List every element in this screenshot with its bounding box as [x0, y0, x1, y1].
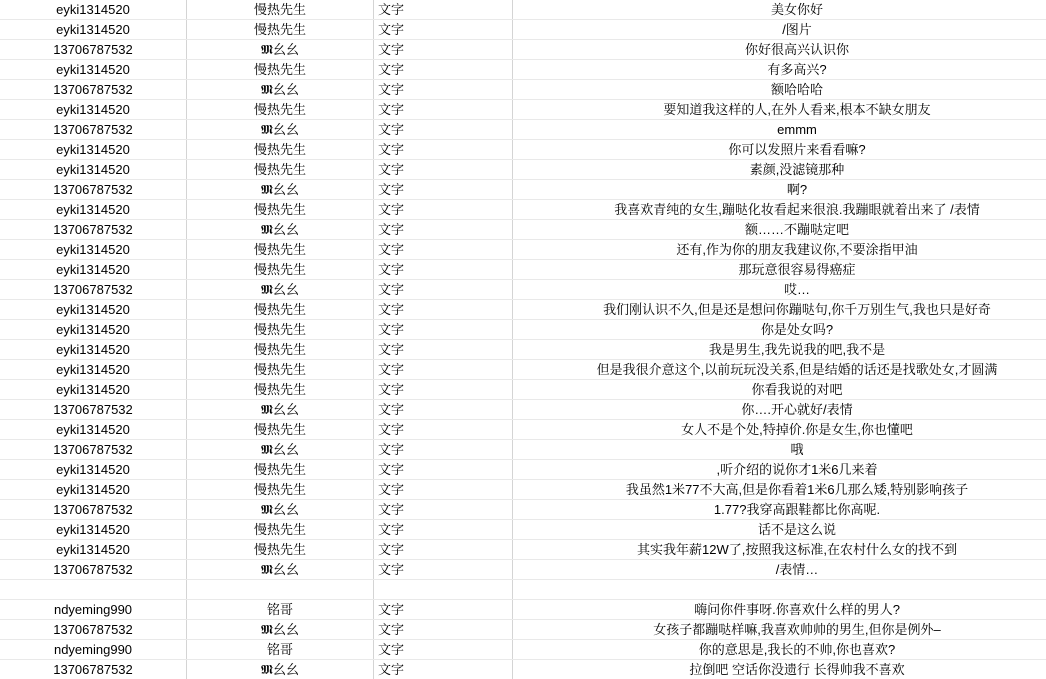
cell-message-type[interactable]: 文字: [374, 40, 513, 60]
cell-account[interactable]: eyki1314520: [0, 200, 187, 220]
cell-content[interactable]: 你看我说的对吧: [513, 380, 1046, 400]
cell-message-type[interactable]: 文字: [374, 560, 513, 580]
table-row[interactable]: [0, 600, 1046, 620]
cell-account[interactable]: 13706787532: [0, 440, 187, 460]
table-row[interactable]: [0, 200, 1046, 220]
cell-nickname[interactable]: 𝕸幺幺: [187, 80, 374, 100]
cell-nickname[interactable]: 慢热先生: [187, 240, 374, 260]
cell-nickname[interactable]: 铭哥: [187, 640, 374, 660]
table-row[interactable]: [0, 500, 1046, 520]
cell-message-type[interactable]: 文字: [374, 640, 513, 660]
cell-nickname[interactable]: 慢热先生: [187, 60, 374, 80]
cell-content[interactable]: 素颜,没滤镜那种: [513, 160, 1046, 180]
cell-content[interactable]: 啊?: [513, 180, 1046, 200]
cell-message-type[interactable]: 文字: [374, 380, 513, 400]
cell-nickname[interactable]: 慢热先生: [187, 480, 374, 500]
cell-nickname[interactable]: 慢热先生: [187, 140, 374, 160]
cell-message-type[interactable]: 文字: [374, 360, 513, 380]
cell-content[interactable]: 我们刚认识不久,但是还是想问你蹦哒句,你千万别生气,我也只是好奇: [513, 300, 1046, 320]
cell-message-type[interactable]: 文字: [374, 240, 513, 260]
cell-nickname[interactable]: 𝕸幺幺: [187, 40, 374, 60]
cell-content[interactable]: [513, 580, 1046, 600]
cell-message-type[interactable]: 文字: [374, 420, 513, 440]
cell-message-type[interactable]: 文字: [374, 480, 513, 500]
table-row[interactable]: [0, 280, 1046, 300]
cell-message-type[interactable]: 文字: [374, 300, 513, 320]
cell-content[interactable]: 1.77?我穿高跟鞋都比你高呢.: [513, 500, 1046, 520]
cell-account[interactable]: eyki1314520: [0, 340, 187, 360]
table-row[interactable]: [0, 20, 1046, 40]
cell-account[interactable]: eyki1314520: [0, 60, 187, 80]
table-row[interactable]: [0, 40, 1046, 60]
table-row[interactable]: [0, 300, 1046, 320]
cell-account[interactable]: 13706787532: [0, 620, 187, 640]
cell-nickname[interactable]: 𝕸幺幺: [187, 400, 374, 420]
cell-account[interactable]: 13706787532: [0, 120, 187, 140]
cell-message-type[interactable]: 文字: [374, 520, 513, 540]
table-row[interactable]: [0, 140, 1046, 160]
cell-nickname[interactable]: 慢热先生: [187, 360, 374, 380]
table-row[interactable]: [0, 80, 1046, 100]
table-row[interactable]: [0, 440, 1046, 460]
cell-message-type[interactable]: 文字: [374, 620, 513, 640]
cell-nickname[interactable]: 𝕸幺幺: [187, 120, 374, 140]
cell-content[interactable]: /图片: [513, 20, 1046, 40]
cell-content[interactable]: 话不是这么说: [513, 520, 1046, 540]
cell-message-type[interactable]: 文字: [374, 600, 513, 620]
cell-nickname[interactable]: 慢热先生: [187, 540, 374, 560]
cell-account[interactable]: eyki1314520: [0, 360, 187, 380]
table-row[interactable]: [0, 0, 1046, 20]
cell-content[interactable]: 额……不蹦哒定吧: [513, 220, 1046, 240]
cell-content[interactable]: 你是处女吗?: [513, 320, 1046, 340]
cell-account[interactable]: eyki1314520: [0, 420, 187, 440]
cell-content[interactable]: 你….开心就好/表情: [513, 400, 1046, 420]
cell-message-type[interactable]: 文字: [374, 220, 513, 240]
cell-message-type[interactable]: 文字: [374, 140, 513, 160]
cell-nickname[interactable]: 慢热先生: [187, 0, 374, 20]
cell-message-type[interactable]: 文字: [374, 120, 513, 140]
cell-content[interactable]: 女人不是个处,特掉价.你是女生,你也懂吧: [513, 420, 1046, 440]
cell-message-type[interactable]: 文字: [374, 500, 513, 520]
cell-content[interactable]: ,听介绍的说你才1米6几来着: [513, 460, 1046, 480]
table-row[interactable]: [0, 100, 1046, 120]
cell-nickname[interactable]: 慢热先生: [187, 420, 374, 440]
table-row[interactable]: [0, 540, 1046, 560]
cell-content[interactable]: 额哈哈哈: [513, 80, 1046, 100]
table-row[interactable]: [0, 560, 1046, 580]
table-row[interactable]: [0, 320, 1046, 340]
cell-nickname[interactable]: 𝕸幺幺: [187, 620, 374, 640]
cell-message-type[interactable]: 文字: [374, 0, 513, 20]
cell-message-type[interactable]: 文字: [374, 440, 513, 460]
table-row[interactable]: [0, 660, 1046, 679]
cell-account[interactable]: 13706787532: [0, 40, 187, 60]
cell-content[interactable]: 你的意思是,我长的不帅,你也喜欢?: [513, 640, 1046, 660]
cell-content[interactable]: 美女你好: [513, 0, 1046, 20]
cell-nickname[interactable]: 慢热先生: [187, 320, 374, 340]
table-row[interactable]: [0, 180, 1046, 200]
cell-account[interactable]: eyki1314520: [0, 260, 187, 280]
cell-account[interactable]: eyki1314520: [0, 300, 187, 320]
cell-message-type[interactable]: 文字: [374, 460, 513, 480]
table-row[interactable]: [0, 120, 1046, 140]
table-row[interactable]: [0, 240, 1046, 260]
cell-nickname[interactable]: 慢热先生: [187, 460, 374, 480]
cell-account[interactable]: eyki1314520: [0, 20, 187, 40]
cell-content[interactable]: 我是男生,我先说我的吧,我不是: [513, 340, 1046, 360]
cell-nickname[interactable]: 𝕸幺幺: [187, 500, 374, 520]
cell-nickname[interactable]: 慢热先生: [187, 300, 374, 320]
cell-content[interactable]: 其实我年薪12W了,按照我这标准,在农村什么女的找不到: [513, 540, 1046, 560]
cell-content[interactable]: 我喜欢青纯的女生,蹦哒化妆看起来很浪.我蹦眼就着出来了 /表情: [513, 200, 1046, 220]
cell-account[interactable]: eyki1314520: [0, 380, 187, 400]
cell-nickname[interactable]: 慢热先生: [187, 160, 374, 180]
cell-account[interactable]: 13706787532: [0, 280, 187, 300]
cell-message-type[interactable]: 文字: [374, 400, 513, 420]
cell-content[interactable]: 你好很高兴认识你: [513, 40, 1046, 60]
cell-message-type[interactable]: [374, 580, 513, 600]
table-row[interactable]: [0, 360, 1046, 380]
cell-account[interactable]: 13706787532: [0, 660, 187, 679]
cell-content[interactable]: emmm: [513, 120, 1046, 140]
table-row[interactable]: [0, 480, 1046, 500]
cell-nickname[interactable]: 慢热先生: [187, 340, 374, 360]
cell-nickname[interactable]: 慢热先生: [187, 380, 374, 400]
table-row[interactable]: [0, 220, 1046, 240]
cell-account[interactable]: 13706787532: [0, 220, 187, 240]
cell-content[interactable]: 还有,作为你的朋友我建议你,不要涂指甲油: [513, 240, 1046, 260]
cell-nickname[interactable]: 慢热先生: [187, 520, 374, 540]
cell-message-type[interactable]: 文字: [374, 660, 513, 679]
cell-account[interactable]: eyki1314520: [0, 0, 187, 20]
cell-account[interactable]: 13706787532: [0, 400, 187, 420]
cell-nickname[interactable]: 𝕸幺幺: [187, 440, 374, 460]
cell-message-type[interactable]: 文字: [374, 540, 513, 560]
cell-nickname[interactable]: 慢热先生: [187, 200, 374, 220]
cell-message-type[interactable]: 文字: [374, 180, 513, 200]
cell-message-type[interactable]: 文字: [374, 280, 513, 300]
cell-content[interactable]: 嗨问你件事呀.你喜欢什么样的男人?: [513, 600, 1046, 620]
table-row[interactable]: [0, 520, 1046, 540]
cell-message-type[interactable]: 文字: [374, 100, 513, 120]
table-row[interactable]: [0, 160, 1046, 180]
cell-account[interactable]: eyki1314520: [0, 520, 187, 540]
cell-content[interactable]: 那玩意很容易得癌症: [513, 260, 1046, 280]
cell-account[interactable]: ndyeming990: [0, 600, 187, 620]
cell-message-type[interactable]: 文字: [374, 200, 513, 220]
cell-message-type[interactable]: 文字: [374, 20, 513, 40]
cell-account[interactable]: eyki1314520: [0, 480, 187, 500]
cell-account[interactable]: ndyeming990: [0, 640, 187, 660]
table-row[interactable]: [0, 60, 1046, 80]
cell-content[interactable]: /表情…: [513, 560, 1046, 580]
cell-account[interactable]: eyki1314520: [0, 100, 187, 120]
cell-content[interactable]: 哎…: [513, 280, 1046, 300]
cell-account[interactable]: eyki1314520: [0, 460, 187, 480]
cell-nickname[interactable]: 铭哥: [187, 600, 374, 620]
cell-nickname[interactable]: [187, 580, 374, 600]
cell-account[interactable]: 13706787532: [0, 500, 187, 520]
cell-message-type[interactable]: 文字: [374, 80, 513, 100]
table-row[interactable]: [0, 620, 1046, 640]
table-row[interactable]: [0, 340, 1046, 360]
cell-message-type[interactable]: 文字: [374, 260, 513, 280]
table-row[interactable]: [0, 460, 1046, 480]
cell-nickname[interactable]: 慢热先生: [187, 100, 374, 120]
cell-content[interactable]: 有多高兴?: [513, 60, 1046, 80]
cell-content[interactable]: 要知道我这样的人,在外人看来,根本不缺女朋友: [513, 100, 1046, 120]
table-row[interactable]: [0, 400, 1046, 420]
cell-account[interactable]: eyki1314520: [0, 140, 187, 160]
table-row[interactable]: [0, 640, 1046, 660]
cell-content[interactable]: 拉倒吧 空话你没遗行 长得帅我不喜欢: [513, 660, 1046, 679]
cell-message-type[interactable]: 文字: [374, 340, 513, 360]
cell-nickname[interactable]: 𝕸幺幺: [187, 560, 374, 580]
cell-account[interactable]: eyki1314520: [0, 240, 187, 260]
cell-nickname[interactable]: 𝕸幺幺: [187, 660, 374, 679]
cell-account[interactable]: 13706787532: [0, 180, 187, 200]
cell-account[interactable]: eyki1314520: [0, 540, 187, 560]
cell-account[interactable]: 13706787532: [0, 80, 187, 100]
cell-nickname[interactable]: 慢热先生: [187, 260, 374, 280]
cell-content[interactable]: 你可以发照片来看看嘛?: [513, 140, 1046, 160]
cell-account[interactable]: 13706787532: [0, 560, 187, 580]
cell-content[interactable]: 我虽然1米77不大高,但是你看着1米6几那么矮,特别影响孩子: [513, 480, 1046, 500]
cell-nickname[interactable]: 𝕸幺幺: [187, 180, 374, 200]
cell-nickname[interactable]: 慢热先生: [187, 20, 374, 40]
cell-account[interactable]: eyki1314520: [0, 320, 187, 340]
cell-message-type[interactable]: 文字: [374, 320, 513, 340]
cell-content[interactable]: 但是我很介意这个,以前玩玩没关系,但是结婚的话还是找歌处女,才圆满: [513, 360, 1046, 380]
cell-content[interactable]: 女孩子都蹦哒样嘛,我喜欢帅帅的男生,但你是例外–: [513, 620, 1046, 640]
cell-account[interactable]: eyki1314520: [0, 160, 187, 180]
cell-content[interactable]: 哦: [513, 440, 1046, 460]
cell-nickname[interactable]: 𝕸幺幺: [187, 220, 374, 240]
table-row[interactable]: [0, 260, 1046, 280]
cell-account[interactable]: [0, 580, 187, 600]
cell-message-type[interactable]: 文字: [374, 160, 513, 180]
table-row[interactable]: [0, 380, 1046, 400]
cell-nickname[interactable]: 𝕸幺幺: [187, 280, 374, 300]
table-row[interactable]: [0, 420, 1046, 440]
cell-message-type[interactable]: 文字: [374, 60, 513, 80]
table-row[interactable]: [0, 580, 1046, 600]
